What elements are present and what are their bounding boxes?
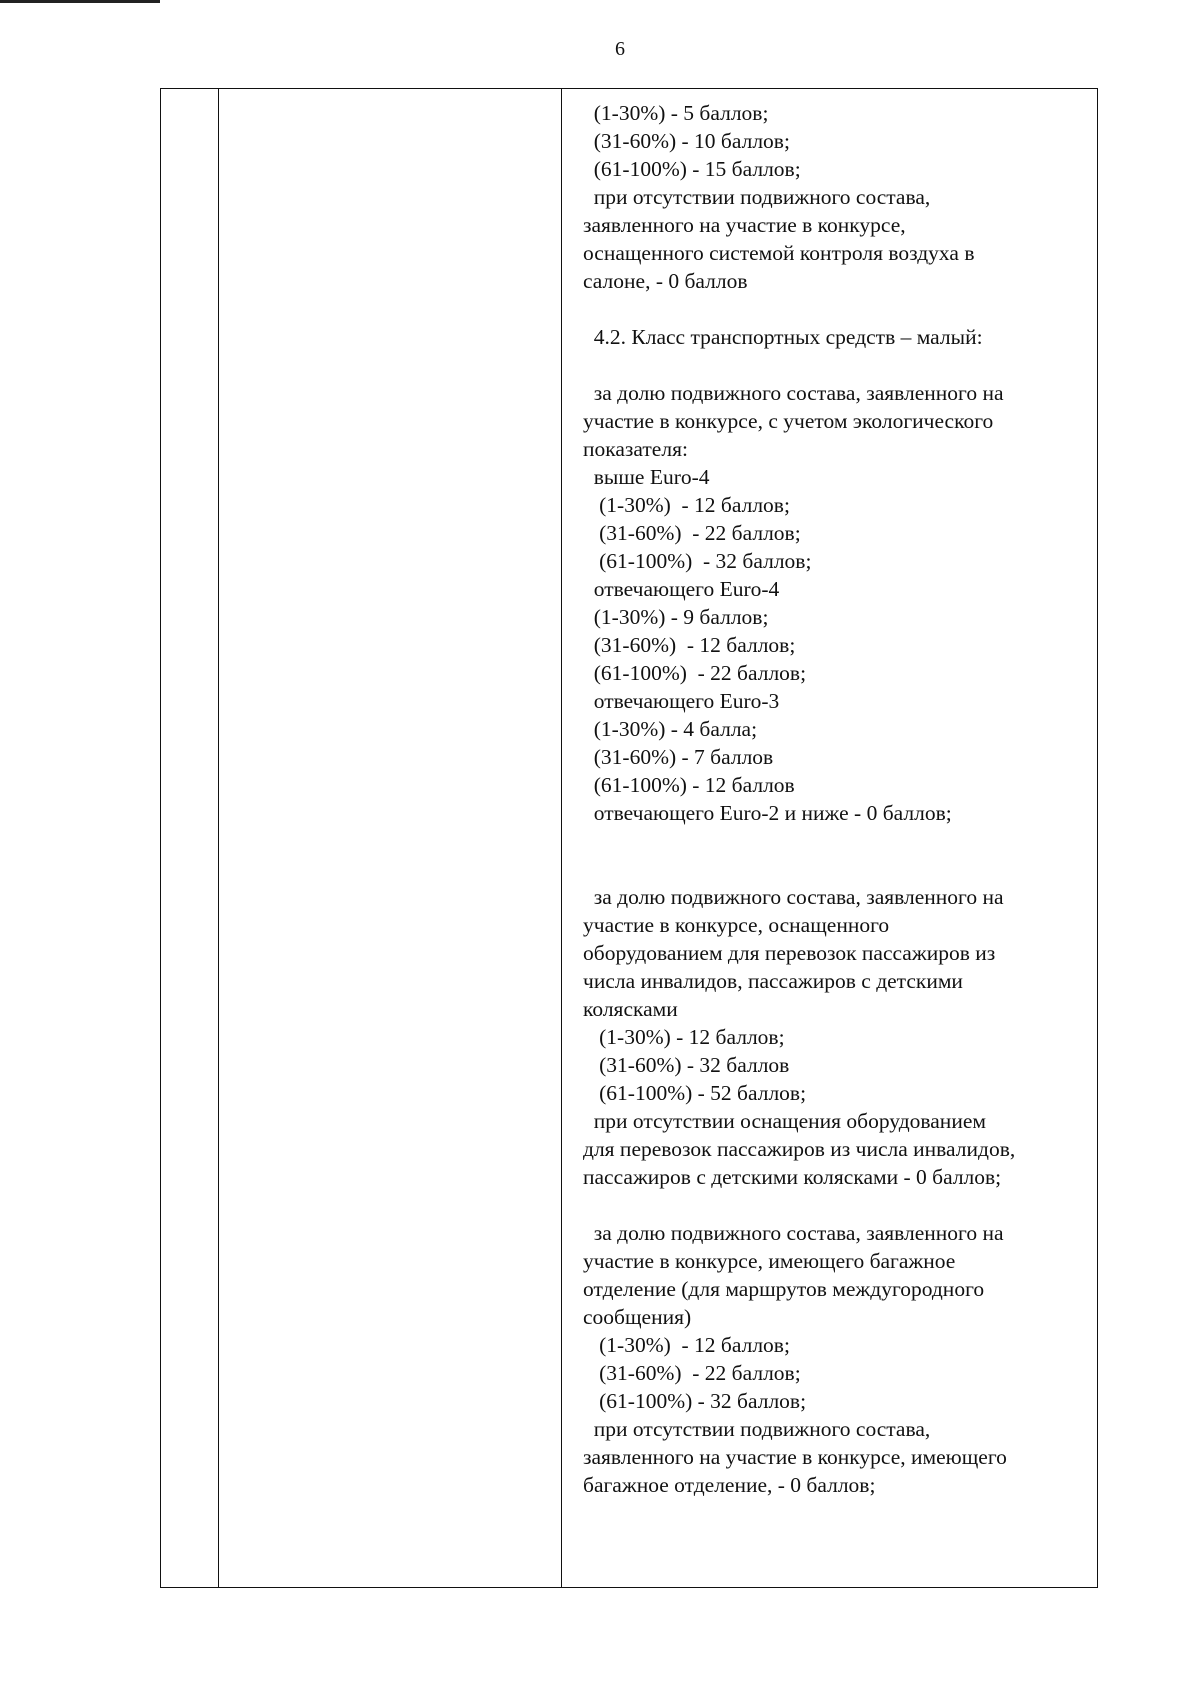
- spacer: [583, 295, 1083, 323]
- text-line: при отсутствии подвижного состава,: [583, 1417, 931, 1441]
- section-heading: 4.2. Класс транспортных средств – малый:: [583, 325, 983, 349]
- criteria-table: [160, 88, 1098, 1588]
- text-line: (1-30%) - 12 баллов;: [583, 1025, 785, 1049]
- accessibility-points-block: [583, 883, 1083, 1191]
- text-line: (31-60%) - 32 баллов: [583, 1053, 790, 1077]
- criteria-cell-text: [583, 99, 1083, 1499]
- spacer: [583, 351, 1083, 379]
- text-line: (61-100%) - 22 баллов;: [583, 661, 807, 685]
- text-line: для перевозок пассажиров из числа инвалидов,: [583, 1137, 1016, 1161]
- text-line: (31-60%) - 22 баллов;: [583, 521, 801, 545]
- text-line: участие в конкурсе, оснащенного: [583, 913, 890, 937]
- text-line: (1-30%) - 4 балла;: [583, 717, 758, 741]
- text-line: (61-100%) - 52 баллов;: [583, 1081, 807, 1105]
- text-line: пассажиров с детскими колясками - 0 баллов;: [583, 1165, 1002, 1189]
- text-line: заявленного на участие в конкурсе,: [583, 213, 906, 237]
- text-line: отвечающего Euro-2 и ниже - 0 баллов;: [583, 801, 952, 825]
- text-line: (61-100%) - 15 баллов;: [583, 157, 801, 181]
- text-line: (1-30%) - 12 баллов;: [583, 1333, 790, 1357]
- section-heading-block: [583, 323, 1083, 351]
- text-line: за долю подвижного состава, заявленного на: [583, 1221, 1004, 1245]
- text-line: отвечающего Euro-4: [583, 577, 780, 601]
- text-line: отвечающего Euro-3: [583, 689, 780, 713]
- text-line: колясками: [583, 997, 678, 1021]
- text-line: (31-60%) - 10 баллов;: [583, 129, 790, 153]
- text-line: (61-100%) - 32 баллов;: [583, 549, 812, 573]
- spacer: [583, 827, 1083, 883]
- text-line: числа инвалидов, пассажиров с детскими: [583, 969, 963, 993]
- text-line: оборудованием для перевозок пассажиров из: [583, 941, 996, 965]
- text-line: за долю подвижного состава, заявленного на: [583, 885, 1004, 909]
- ecology-points-block: [583, 379, 1083, 827]
- text-line: (31-60%) - 12 баллов;: [583, 633, 796, 657]
- text-line: участие в конкурсе, с учетом экологического: [583, 409, 994, 433]
- text-line: заявленного на участие в конкурсе, имеющего: [583, 1445, 1007, 1469]
- text-line: (1-30%) - 9 баллов;: [583, 605, 769, 629]
- spacer: [583, 1191, 1083, 1219]
- text-line: за долю подвижного состава, заявленного на: [583, 381, 1004, 405]
- text-line: (1-30%) - 12 баллов;: [583, 493, 790, 517]
- text-line: при отсутствии оснащения оборудованием: [583, 1109, 986, 1133]
- text-line: (31-60%) - 22 баллов;: [583, 1361, 801, 1385]
- text-line: (61-100%) - 32 баллов;: [583, 1389, 807, 1413]
- text-line: участие в конкурсе, имеющего багажное: [583, 1249, 956, 1273]
- text-line: выше Euro-4: [583, 465, 710, 489]
- page-number: 6: [615, 38, 625, 60]
- scan-edge-mark: [0, 0, 160, 3]
- column-divider-1: [218, 89, 219, 1587]
- text-line: багажное отделение, - 0 баллов;: [583, 1473, 876, 1497]
- text-line: салоне, - 0 баллов: [583, 269, 748, 293]
- air-control-points-block: [583, 99, 1083, 295]
- text-line: (31-60%) - 7 баллов: [583, 745, 774, 769]
- column-divider-2: [561, 89, 562, 1587]
- text-line: (61-100%) - 12 баллов: [583, 773, 795, 797]
- text-line: оснащенного системой контроля воздуха в: [583, 241, 975, 265]
- text-line: при отсутствии подвижного состава,: [583, 185, 931, 209]
- text-line: показателя:: [583, 437, 688, 461]
- text-line: отделение (для маршрутов междугородного: [583, 1277, 985, 1301]
- text-line: сообщения): [583, 1305, 692, 1329]
- text-line: (1-30%) - 5 баллов;: [583, 101, 769, 125]
- luggage-points-block: [583, 1219, 1083, 1499]
